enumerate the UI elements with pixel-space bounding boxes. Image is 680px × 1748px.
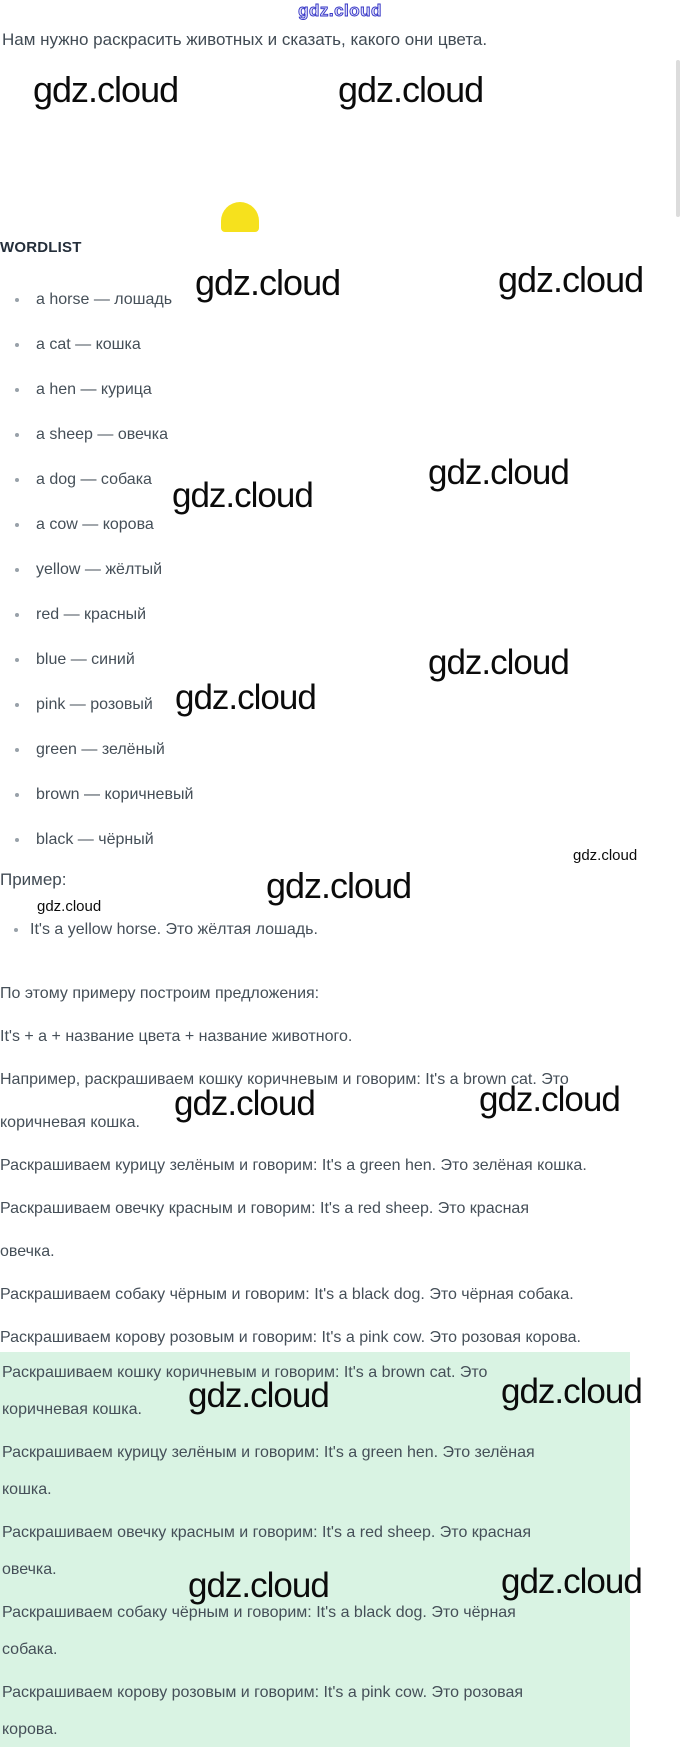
wordlist-item [0,380,660,400]
wordlist-item [0,785,660,805]
wordlist-item [0,605,660,625]
bullet-icon [15,523,19,527]
watermark: gdz.cloud [573,847,638,864]
explanation-paragraph: Раскрашиваем курицу зелёным и говорим: It's a green hen. Это зелёная кошка. [0,1157,587,1174]
wordlist-item [0,335,660,355]
wordlist-item-text: a dog — собака [36,471,152,488]
answer-paragraph: Раскрашиваем собаку чёрным и говорим: It's a black dog. Это чёрная собака. [2,1604,516,1658]
watermark: gdz.cloud [338,69,484,110]
wordlist-item-text: green — зелёный [36,741,165,758]
bullet-icon [14,928,18,932]
watermark: gdz.cloud [266,865,412,906]
wordlist-item-text: red — красный [36,606,147,623]
wordlist-item [0,650,660,670]
task-description: Нам нужно раскрасить животных и сказать, какого они цвета. [2,30,488,49]
wordlist-item [0,560,660,580]
example-list [0,920,660,965]
watermark: gdz.cloud [188,1566,329,1605]
wordlist-heading: WORDLIST [0,239,82,256]
wordlist-item [0,740,660,760]
bullet-icon [15,703,19,707]
wordlist-item-text: a sheep — овечка [36,426,168,443]
wordlist-item [0,290,660,310]
watermark: gdz.cloud [428,453,569,492]
answer-paragraph: Раскрашиваем корову розовым и говорим: It's a pink cow. Это розовая корова. [2,1684,524,1738]
explanation-section [0,972,648,1359]
bullet-icon [15,343,19,347]
watermark: gdz.cloud [501,1562,642,1601]
scrollbar[interactable] [676,60,680,217]
watermark: gdz.cloud [172,476,313,515]
wordlist-item-text: a horse — лошадь [36,291,173,308]
bullet-icon [15,478,19,482]
explanation-paragraph: Например, раскрашиваем кошку коричневым и говорим: It's a brown cat. Это коричневая кошка. [0,1071,569,1131]
wordlist-item-text: black — чёрный [36,831,154,848]
wordlist-item-text: a cat — кошка [36,336,141,353]
bullet-icon [15,748,19,752]
watermark: gdz.cloud [428,643,569,682]
watermark: gdz.cloud [501,1372,642,1411]
explanation-intro: По этому примеру построим предложения: [0,985,320,1002]
wordlist-item-text: a cow — корова [36,516,154,533]
watermark: gdz.cloud [37,898,102,915]
bullet-icon [15,433,19,437]
wordlist-item [0,695,660,715]
watermark: gdz.cloud [498,259,644,300]
wordlist-item-text: blue — синий [36,651,135,668]
watermark: gdz.cloud [33,69,179,110]
watermark: gdz.cloud [174,1084,315,1123]
wordlist-item-text: yellow — жёлтый [36,561,163,578]
answer-highlight-block [0,1352,630,1747]
watermark: gdz.cloud [195,262,341,303]
watermark: gdz.cloud [175,678,316,717]
wordlist-item [0,515,660,535]
site-watermark-header: gdz.cloud [298,1,382,20]
bullet-icon [15,613,19,617]
wordlist-item-text: pink — розовый [36,696,153,713]
explanation-paragraph: Раскрашиваем корову розовым и говорим: It's a pink cow. Это розовая корова. [0,1329,581,1346]
wordlist-item [0,470,660,490]
wordlist-item [0,425,660,445]
example-label: Пример: [0,870,67,889]
explanation-paragraph: Раскрашиваем овечку красным и говорим: It's a red sheep. Это красная овечка. [0,1200,529,1260]
example-item [0,920,660,940]
answer-paragraph: Раскрашиваем кошку коричневым и говорим: It's a brown cat. Это коричневая кошка. [2,1364,488,1418]
wordlist-item-text: brown — коричневый [36,786,194,803]
yellow-shape-image [221,202,259,232]
wordlist [0,290,660,875]
bullet-icon [15,658,19,662]
bullet-icon [15,838,19,842]
explanation-paragraph: Раскрашиваем собаку чёрным и говорим: It's a black dog. Это чёрная собака. [0,1286,574,1303]
wordlist-item-text: a hen — курица [36,381,152,398]
bullet-icon [15,793,19,797]
watermark: gdz.cloud [188,1376,329,1415]
bullet-icon [15,298,19,302]
watermark: gdz.cloud [479,1080,620,1119]
bullet-icon [15,388,19,392]
answer-paragraph: Раскрашиваем курицу зелёным и говорим: It's a green hen. Это зелёная кошка. [2,1444,535,1498]
example-sentence: It's a yellow horse. Это жёлтая лошадь. [30,921,318,938]
answer-paragraph: Раскрашиваем овечку красным и говорим: It's a red sheep. Это красная овечка. [2,1524,531,1578]
wordlist-item [0,830,660,850]
bullet-icon [15,568,19,572]
sentence-formula: It's + a + название цвета + название животного. [0,1028,353,1045]
